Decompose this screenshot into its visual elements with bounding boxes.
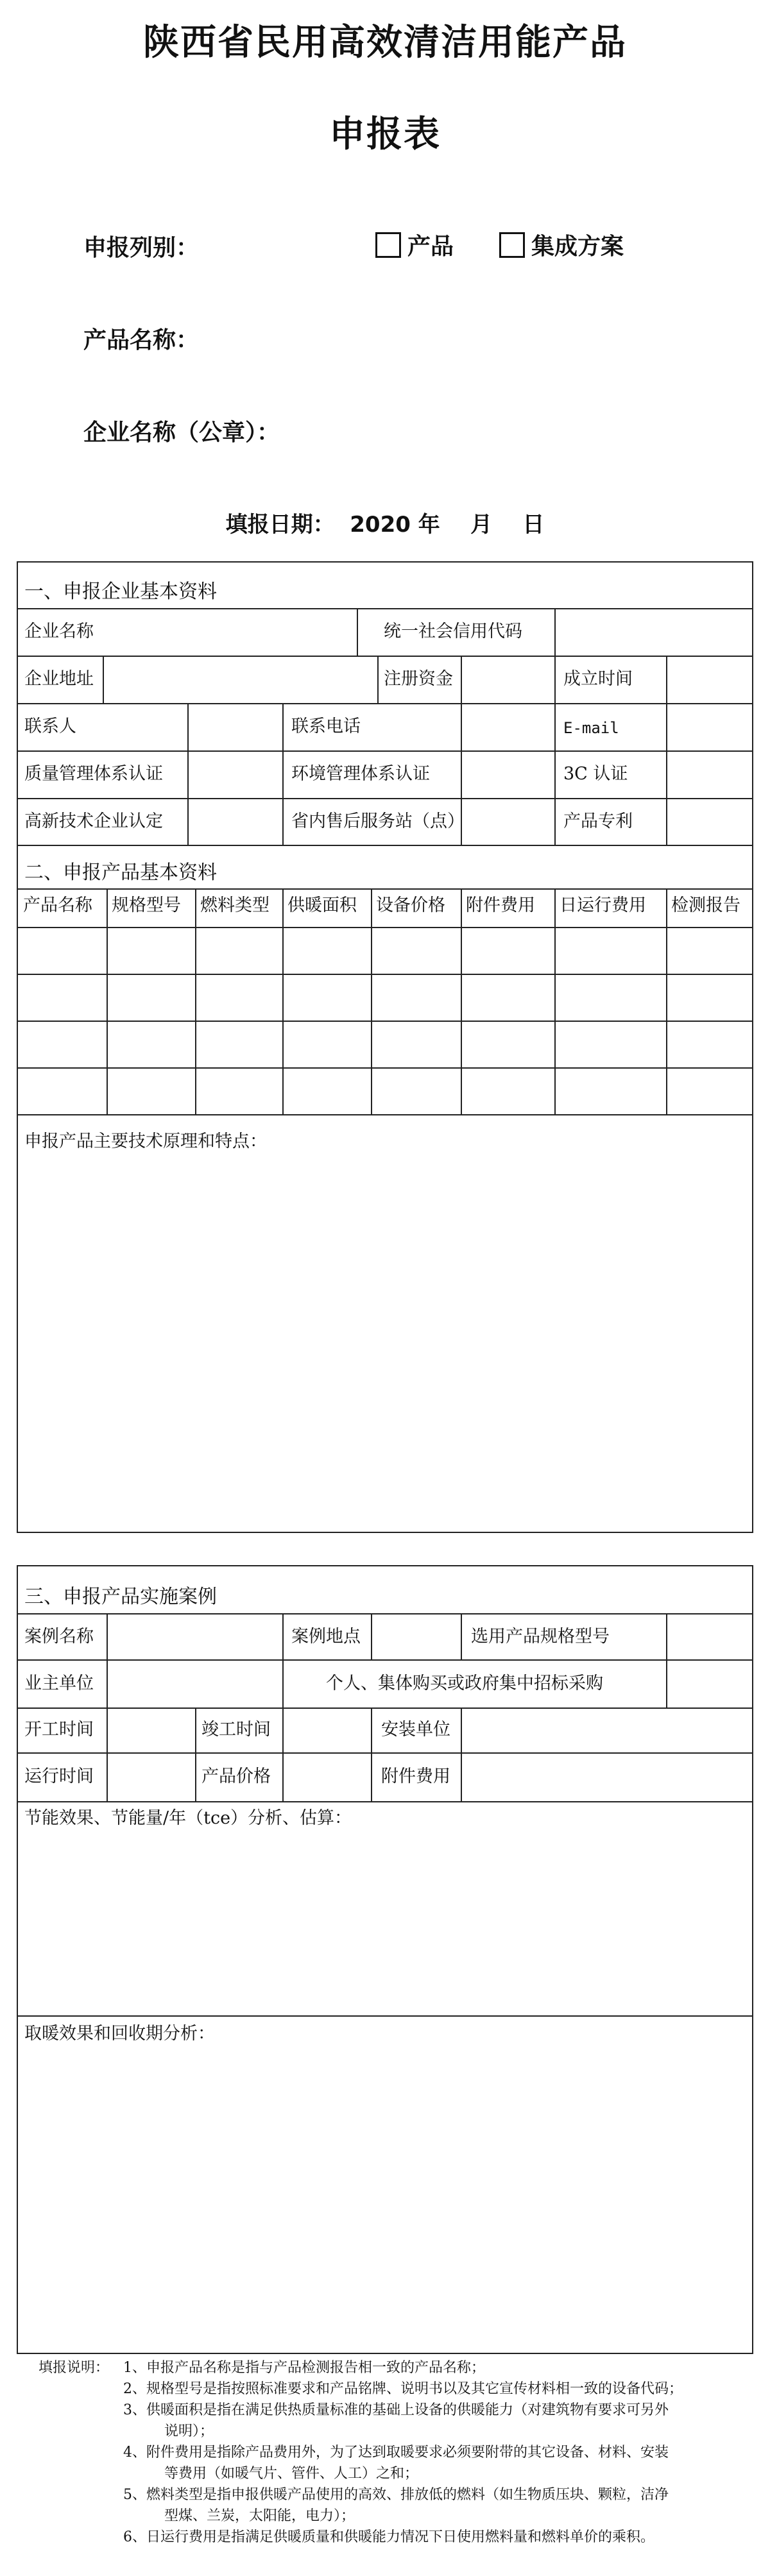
attachment-fee-cell: 附件费用 xyxy=(381,1767,450,1786)
instruction-item: 说明）； xyxy=(164,2423,214,2439)
col-attachment-fee: 附件费用 xyxy=(466,895,535,915)
company-address-cell: 企业地址 xyxy=(24,669,94,689)
instruction-item: 6、日运行费用是指满足供暖质量和供暖能力情况下日使用燃料量和燃料单价的乘积。 xyxy=(123,2529,654,2545)
registered-capital-cell: 注册资金 xyxy=(384,669,453,689)
option-product[interactable] xyxy=(375,228,454,261)
run-time-cell: 运行时间 xyxy=(24,1767,94,1786)
company-name-label: 企业名称（公章）： xyxy=(83,419,280,446)
hightech-cell: 高新技术企业认定 xyxy=(24,811,163,831)
form-title: 陕西省民用高效清洁用能产品 xyxy=(143,22,627,64)
principle-label: 申报产品主要技术原理和特点： xyxy=(24,1131,267,1151)
product-checkbox[interactable] xyxy=(375,232,401,258)
heating-analysis-label: 取暖效果和回收期分析： xyxy=(24,2024,215,2044)
col-product-name: 产品名称 xyxy=(23,895,92,915)
col-heating-area: 供暖面积 xyxy=(287,895,357,915)
start-time-cell: 开工时间 xyxy=(24,1720,94,1740)
phone-cell: 联系电话 xyxy=(291,716,361,736)
col-fuel-type: 燃料类型 xyxy=(200,895,270,915)
col-daily-cost: 日运行费用 xyxy=(560,895,646,915)
instruction-item: 3、供暖面积是指在满足供热质量标准的基础上设备的供暖能力（对建筑物有要求可另外 xyxy=(123,2402,669,2418)
form-table-2 xyxy=(17,1565,753,2354)
email-cell: E-mail xyxy=(563,719,619,737)
env-cert-cell: 环境管理体系认证 xyxy=(291,764,430,784)
case-name-cell: 案例名称 xyxy=(24,1627,94,1647)
company-name-cell: 企业名称 xyxy=(24,622,94,641)
section3-heading: 三、申报产品实施案例 xyxy=(24,1586,217,1608)
col-model: 规格型号 xyxy=(112,895,181,915)
integrated-checkbox[interactable] xyxy=(499,232,525,258)
contact-cell: 联系人 xyxy=(24,716,76,736)
section1-heading: 一、申报企业基本资料 xyxy=(24,580,217,603)
col-test-report: 检测报告 xyxy=(671,895,740,915)
credit-code-cell: 统一社会信用代码 xyxy=(384,622,522,641)
energy-saving-label: 节能效果、节能量/年（tce）分析、估算： xyxy=(24,1808,352,1828)
founded-cell: 成立时间 xyxy=(563,669,633,689)
product-price-cell: 产品价格 xyxy=(201,1767,271,1786)
option-product-label: 产品 xyxy=(407,233,454,260)
product-name-label: 产品名称： xyxy=(83,327,200,353)
category-label: 申报列别： xyxy=(83,235,200,261)
instruction-item: 4、附件费用是指除产品费用外，为了达到取暖要求必须要附带的其它设备、材料、安装 xyxy=(123,2445,669,2461)
service-station-cell: 省内售后服务站（点） xyxy=(291,811,465,831)
instruction-item: 1、申报产品名称是指与产品检测报告相一致的产品名称； xyxy=(123,2360,485,2376)
selected-model-cell: 选用产品规格型号 xyxy=(471,1627,610,1647)
instruction-item: 2、规格型号是指按照标准要求和产品铭牌、说明书以及其它宣传材料相一致的设备代码； xyxy=(123,2381,683,2397)
option-integrated-label: 集成方案 xyxy=(531,233,624,260)
instruction-item: 型煤、兰炭，太阳能，电力）； xyxy=(164,2508,355,2524)
purchase-type-cell: 个人、集体购买或政府集中招标采购 xyxy=(326,1674,603,1693)
ccc-cert-cell: 3C 认证 xyxy=(563,764,628,784)
form-table-1 xyxy=(17,561,753,1533)
option-integrated[interactable] xyxy=(499,228,624,261)
completion-time-cell: 竣工时间 xyxy=(201,1720,271,1740)
fill-date: 填报日期： 2020 年 月 日 xyxy=(225,512,545,538)
quality-cert-cell: 质量管理体系认证 xyxy=(24,764,163,784)
patent-cell: 产品专利 xyxy=(563,811,633,831)
instruction-item: 5、燃料类型是指申报供暖产品使用的高效、排放低的燃料（如生物质压块、颗粒，洁净 xyxy=(123,2487,669,2503)
instructions-lead: 填报说明： xyxy=(38,2360,110,2376)
case-location-cell: 案例地点 xyxy=(291,1627,361,1647)
instructions xyxy=(38,2357,732,2548)
instruction-item: 等费用（如暖气片、管件、人工）之和； xyxy=(164,2466,419,2482)
owner-cell: 业主单位 xyxy=(24,1674,94,1693)
form-subtitle: 申报表 xyxy=(329,114,441,155)
installer-cell: 安装单位 xyxy=(381,1720,450,1740)
section2-heading: 二、申报产品基本资料 xyxy=(24,861,217,884)
col-equipment-price: 设备价格 xyxy=(376,895,445,915)
